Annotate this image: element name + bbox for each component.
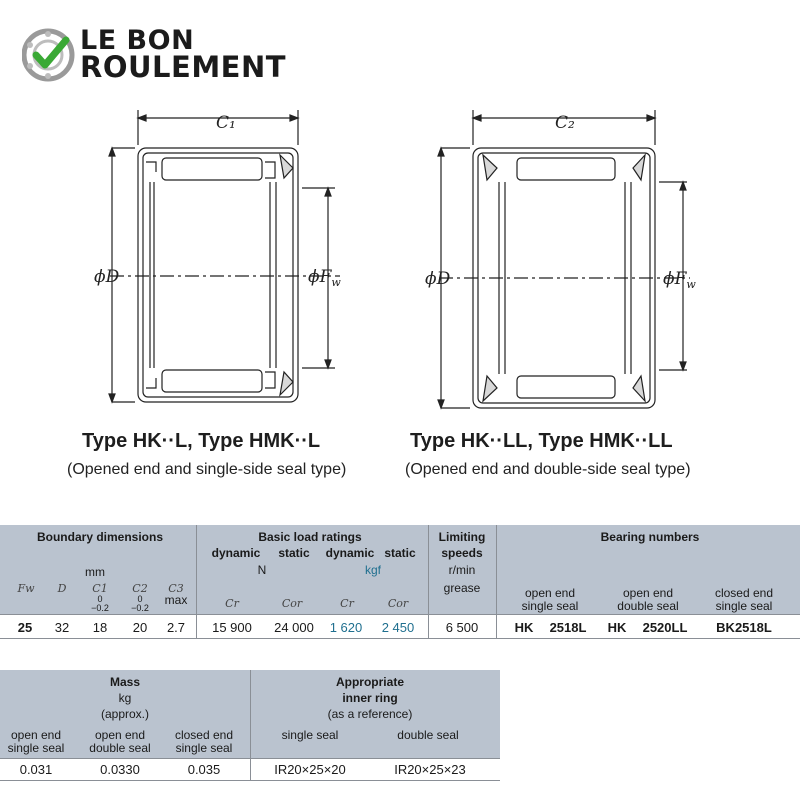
mass-col1-line1: open end — [10, 728, 62, 742]
double-seal-bearing-drawing — [425, 100, 715, 420]
bearing-numbers-title: Bearing numbers — [600, 530, 700, 544]
col-cor-n: Cor — [281, 597, 303, 610]
num-col1-line1: open end — [524, 586, 576, 600]
diameter-label-fw-right: $\phi F_w$ — [663, 269, 696, 291]
load-ratings-title: Basic load ratings — [258, 530, 362, 544]
row-cr-kgf: 1 620 — [329, 620, 363, 635]
ring-title-2: inner ring — [342, 691, 398, 705]
c3-max-note: max — [164, 593, 188, 607]
row-num1-prefix: HK — [514, 620, 534, 635]
col-c3: C3 — [168, 582, 184, 595]
row-c3: 2.7 — [166, 620, 186, 635]
row-cor-n: 24 000 — [274, 620, 314, 635]
left-type-title: Type HK··L, Type HMK··L — [82, 430, 321, 452]
num-col3-line2: single seal — [715, 599, 773, 613]
ring-title-1: Appropriate — [335, 675, 404, 689]
row-c2: 20 — [132, 620, 148, 635]
mass-col3-line2: single seal — [175, 741, 233, 755]
right-type-title: Type HK··LL, Type HMK··LL — [410, 430, 673, 452]
mass-unit: kg — [118, 691, 132, 705]
col-cr-kgf: Cr — [340, 597, 354, 610]
speed-title-2: speeds — [441, 546, 483, 560]
right-type-subtitle: (Opened end and double-side seal type) — [405, 461, 691, 478]
row-mass-3: 0.035 — [187, 762, 221, 777]
row-cor-kgf: 2 450 — [381, 620, 415, 635]
load-dynamic-n: dynamic — [211, 546, 261, 560]
mass-col2-line2: double seal — [89, 741, 151, 755]
width-label-c1: C₁ — [216, 113, 236, 133]
row-d: 32 — [54, 620, 70, 635]
ring-note: (as a reference) — [327, 707, 413, 721]
speed-title-1: Limiting — [438, 530, 486, 544]
col-c2: C2 — [132, 582, 148, 595]
col-d: D — [57, 582, 67, 595]
row-speed: 6 500 — [445, 620, 479, 635]
mass-title: Mass — [109, 675, 141, 689]
mass-col2-line1: open end — [94, 728, 146, 742]
load-static-kgf: static — [384, 546, 416, 560]
speed-lube: grease — [443, 581, 481, 595]
diameter-label-fw: $\phi F_w$ — [308, 267, 341, 289]
col-fw: Fw — [17, 582, 35, 595]
mass-col3-line1: closed end — [174, 728, 234, 742]
row-num2-suffix: 2520LL — [642, 620, 688, 635]
speed-unit: r/min — [448, 563, 476, 577]
num-col2-line1: open end — [622, 586, 674, 600]
logo-line-2: ROULEMENT — [80, 50, 287, 84]
col-cr-n: Cr — [225, 597, 239, 610]
mass-note: (approx.) — [100, 707, 150, 721]
mass-col1-line2: single seal — [7, 741, 65, 755]
left-type-subtitle: (Opened end and single-side seal type) — [67, 461, 347, 478]
load-unit-n: N — [257, 563, 267, 577]
logo-line-1: LE BON — [80, 25, 195, 56]
col-c1: C1 — [92, 582, 108, 595]
load-static-n: static — [278, 546, 310, 560]
ring-col-double: double seal — [397, 728, 459, 742]
single-seal-bearing-drawing — [90, 100, 370, 420]
diameter-label-d: ϕD — [94, 267, 120, 287]
ring-col-single: single seal — [281, 728, 339, 742]
diameter-label-d-right: ϕD — [425, 269, 451, 289]
row-num3: BK2518L — [716, 620, 772, 635]
row-num1-suffix: 2518L — [549, 620, 587, 635]
row-mass-2: 0.0330 — [100, 762, 140, 777]
c1-tol-lower: −0.2 — [91, 603, 109, 613]
row-c1: 18 — [92, 620, 108, 635]
num-col1-line2: single seal — [521, 599, 579, 613]
row-num2-prefix: HK — [607, 620, 627, 635]
boundary-unit: mm — [85, 565, 105, 579]
boundary-dimensions-title: Boundary dimensions — [36, 530, 164, 544]
row-mass-1: 0.031 — [19, 762, 53, 777]
bearing-check-logo-icon — [22, 28, 76, 82]
num-col2-line2: double seal — [617, 599, 679, 613]
row-fw: 25 — [17, 620, 33, 635]
row-ring-single: IR20×25×20 — [274, 762, 346, 777]
load-dynamic-kgf: dynamic — [325, 546, 375, 560]
c1-tol-upper: 0 — [97, 594, 103, 604]
row-ring-double: IR20×25×23 — [394, 762, 466, 777]
width-label-c2: C₂ — [555, 113, 575, 133]
c2-tol-lower: −0.2 — [131, 603, 149, 613]
c2-tol-upper: 0 — [137, 594, 143, 604]
col-cor-kgf: Cor — [387, 597, 409, 610]
load-unit-kgf: kgf — [364, 563, 381, 577]
num-col3-line1: closed end — [714, 586, 774, 600]
row-cr-n: 15 900 — [212, 620, 252, 635]
